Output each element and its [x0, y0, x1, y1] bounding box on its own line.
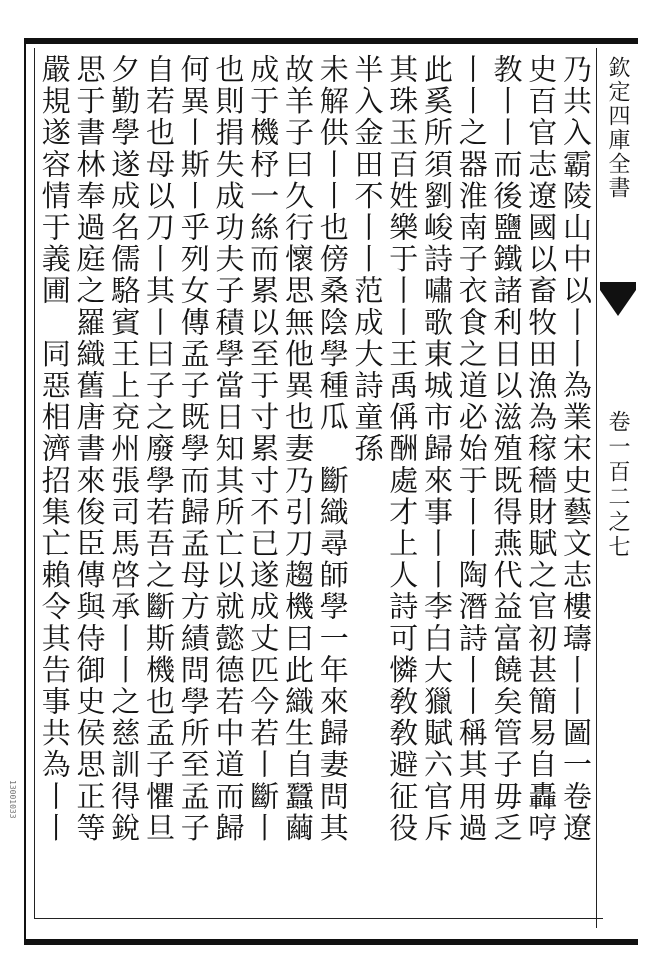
fish-tail-bar [600, 282, 636, 290]
text-column: 自若也母以刀丨其丨曰子之廢學若吾之斷斯機也孟子懼旦 [142, 54, 176, 844]
fish-tail-icon [600, 290, 636, 316]
text-column: 丨丨之器淮南子衣食之道必始于丨丨陶潛詩丨丨稱其用過 [455, 54, 489, 844]
text-column: 何異丨斯丨乎列女傳孟子既學而歸孟母方績問學所至孟子 [177, 54, 211, 844]
scan-edge-mark: 13001033 [8, 780, 17, 819]
text-column: 成于機杼一絲而累以至于寸累寸不已遂成丈匹今若丨斷丨 [246, 54, 281, 844]
text-column: 史百官志遼國以畜牧田漁為稼穡財賦之官初甚簡易自轟哼 [524, 54, 559, 844]
text-column: 故羊子曰久行懷思無他異也妻乃引刀趨機曰此織生自蠶繭 [281, 54, 315, 844]
text-column: 未解供丨丨也傍桑陰學種瓜 斷織尋師學一年來歸妻問其 [316, 54, 350, 844]
text-column: 乃共入霸陵山中以丨丨為業宋史藝文志樓璹丨丨圖一卷遼 [559, 54, 593, 844]
text-column: 也則捐失成功夫子積學當日知其所亡以就懿德若中道而歸 [211, 54, 246, 844]
text-column: 夕勤學遂成名儒駱賓王上兗州張司馬啓承丨丨之慈訓得銳 [107, 54, 142, 844]
text-column: 此奚所須劉峻詩嘯歌東城市歸來事丨丨李白大獵賦六官斥 [420, 54, 454, 844]
text-column: 半入金田不丨丨范成大詩童孫 [350, 54, 385, 465]
book-title: 欽定四庫全書 [605, 56, 630, 200]
text-column: 教丨丨而後鹽鐵諸利日以滋殖既得燕代益富饒矣管子毋乏 [489, 54, 524, 844]
text-column: 其珠玉百姓樂于丨丨王禹偁酬處才上人詩可憐敎敎避征役 [385, 54, 420, 844]
volume-label: 卷一百二之七 [605, 410, 630, 560]
text-column: 思于書林奉過庭之羅織舊唐書來俊臣傳與侍御史侯思正等 [72, 54, 107, 844]
text-columns [38, 54, 594, 916]
text-column: 嚴規遂容情于義圃 同惡相濟招集亡賴令其告事共為丨丨 [38, 54, 72, 844]
